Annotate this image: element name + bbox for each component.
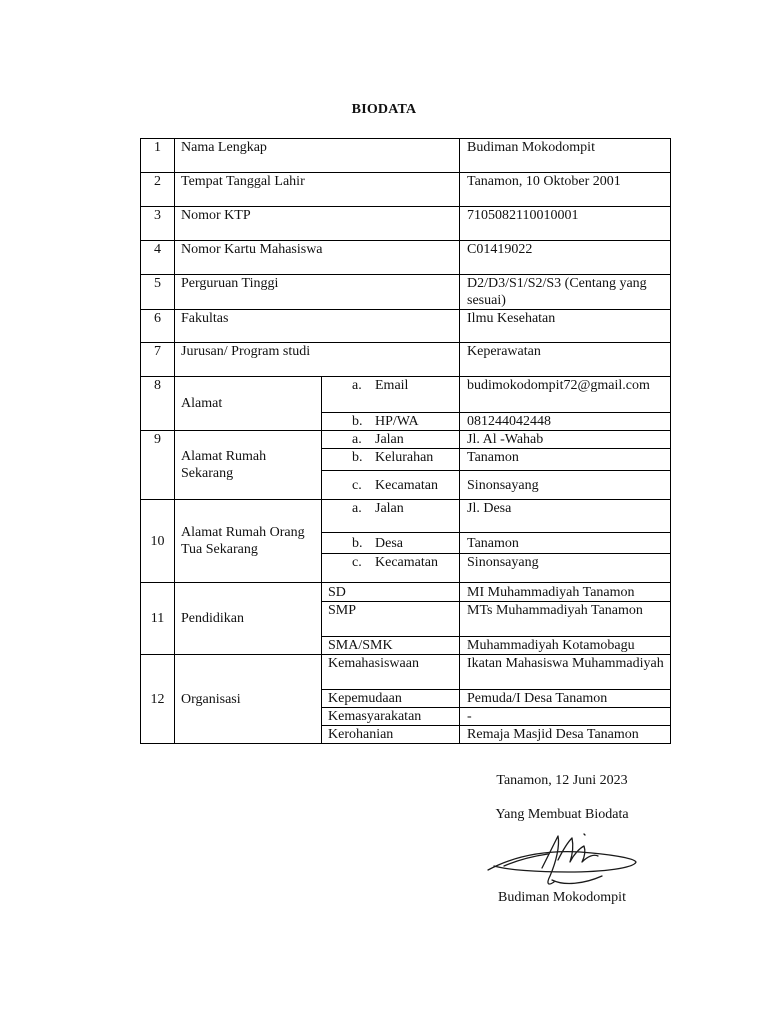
row-label: Jurusan/ Program studi <box>175 343 460 377</box>
row-number: 7 <box>141 343 175 377</box>
row-value: C01419022 <box>460 241 671 275</box>
signer-role: Yang Membuat Biodata <box>495 807 629 822</box>
document-title: BIODATA <box>351 102 417 117</box>
row-value: Sinonsayang <box>460 471 671 500</box>
row-value: Jl. Desa <box>460 500 671 533</box>
sub-field <box>322 449 460 471</box>
row-value: Jl. Al -Wahab <box>460 431 671 449</box>
row-value: Ikatan Mahasiswa Muhammadiyah <box>460 655 671 690</box>
sub-field <box>322 471 460 500</box>
row-value: Tanamon, 10 Oktober 2001 <box>460 173 671 207</box>
row-number: 2 <box>141 173 175 207</box>
biodata-table <box>140 138 671 744</box>
sub-field: Kemahasiswaan <box>322 655 460 690</box>
sub-letter: a. <box>352 378 362 393</box>
row-value: Sinonsayang <box>460 554 671 583</box>
row-value: Ilmu Kesehatan <box>460 310 671 343</box>
sub-letter: c. <box>352 555 362 570</box>
place-date: Tanamon, 12 Juni 2023 <box>496 773 628 788</box>
row-value: 7105082110010001 <box>460 207 671 241</box>
row-number: 1 <box>141 139 175 173</box>
row-value: Keperawatan <box>460 343 671 377</box>
sub-field <box>322 500 460 533</box>
sub-letter: a. <box>352 432 362 447</box>
row-label: Organisasi <box>175 655 322 744</box>
table-row <box>141 655 671 690</box>
sub-field: Kerohanian <box>322 726 460 744</box>
row-number: 3 <box>141 207 175 241</box>
sub-field: SMA/SMK <box>322 637 460 655</box>
row-number: 8 <box>141 377 175 431</box>
sub-label: Kecamatan <box>375 555 438 570</box>
sub-field <box>322 554 460 583</box>
row-label: Fakultas <box>175 310 460 343</box>
row-value: Budiman Mokodompit <box>460 139 671 173</box>
row-value: 081244042448 <box>460 413 671 431</box>
sub-letter: c. <box>352 477 362 493</box>
row-value: Muhammadiyah Kotamobagu <box>460 637 671 655</box>
row-label: Pendidikan <box>175 583 322 655</box>
sub-letter: b. <box>352 450 363 465</box>
sub-label: Jalan <box>375 432 404 447</box>
row-number: 9 <box>141 431 175 500</box>
row-value: - <box>460 708 671 726</box>
row-label: Alamat Rumah Orang Tua Sekarang <box>175 500 322 583</box>
table-row <box>141 241 671 275</box>
signer-name: Budiman Mokodompit <box>498 890 626 905</box>
handwritten-signature <box>484 826 640 890</box>
sub-label: Jalan <box>375 501 404 516</box>
row-label: Alamat Rumah Sekarang <box>175 431 322 500</box>
sub-field: Kepemudaan <box>322 690 460 708</box>
row-number: 11 <box>141 583 175 655</box>
row-value: D2/D3/S1/S2/S3 (Centang yang sesuai) <box>460 275 671 310</box>
sub-label: HP/WA <box>375 414 419 429</box>
row-label: Nomor KTP <box>175 207 460 241</box>
sub-field <box>322 413 460 431</box>
sub-label: Kelurahan <box>375 450 434 465</box>
row-label: Nomor Kartu Mahasiswa <box>175 241 460 275</box>
row-number: 12 <box>141 655 175 744</box>
table-row <box>141 173 671 207</box>
sub-letter: b. <box>352 414 363 429</box>
sub-field <box>322 431 460 449</box>
row-number: 5 <box>141 275 175 310</box>
row-label: Perguruan Tinggi <box>175 275 460 310</box>
sub-label: Desa <box>375 535 403 551</box>
sub-field <box>322 377 460 413</box>
row-label: Alamat <box>175 377 322 431</box>
row-number: 6 <box>141 310 175 343</box>
table-row <box>141 500 671 533</box>
row-value: Tanamon <box>460 449 671 471</box>
table-row <box>141 139 671 173</box>
row-label: Tempat Tanggal Lahir <box>175 173 460 207</box>
table-row <box>141 377 671 413</box>
sub-field <box>322 533 460 554</box>
sub-field: SMP <box>322 602 460 637</box>
row-value: Pemuda/I Desa Tanamon <box>460 690 671 708</box>
row-value: Tanamon <box>460 533 671 554</box>
sub-letter: b. <box>352 535 363 551</box>
row-value: budimokodompit72@gmail.com <box>460 377 671 413</box>
row-label: Nama Lengkap <box>175 139 460 173</box>
table-row <box>141 275 671 310</box>
row-value: MI Muhammadiyah Tanamon <box>460 583 671 602</box>
table-row <box>141 343 671 377</box>
sub-field: SD <box>322 583 460 602</box>
table-row <box>141 207 671 241</box>
sub-label: Email <box>375 378 409 393</box>
row-number: 10 <box>141 500 175 583</box>
sub-label: Kecamatan <box>375 477 438 493</box>
table-row <box>141 310 671 343</box>
sub-letter: a. <box>352 501 362 516</box>
row-number: 4 <box>141 241 175 275</box>
sub-field: Kemasyarakatan <box>322 708 460 726</box>
row-value: MTs Muhammadiyah Tanamon <box>460 602 671 637</box>
row-value: Remaja Masjid Desa Tanamon <box>460 726 671 744</box>
table-row <box>141 431 671 449</box>
table-row <box>141 583 671 602</box>
